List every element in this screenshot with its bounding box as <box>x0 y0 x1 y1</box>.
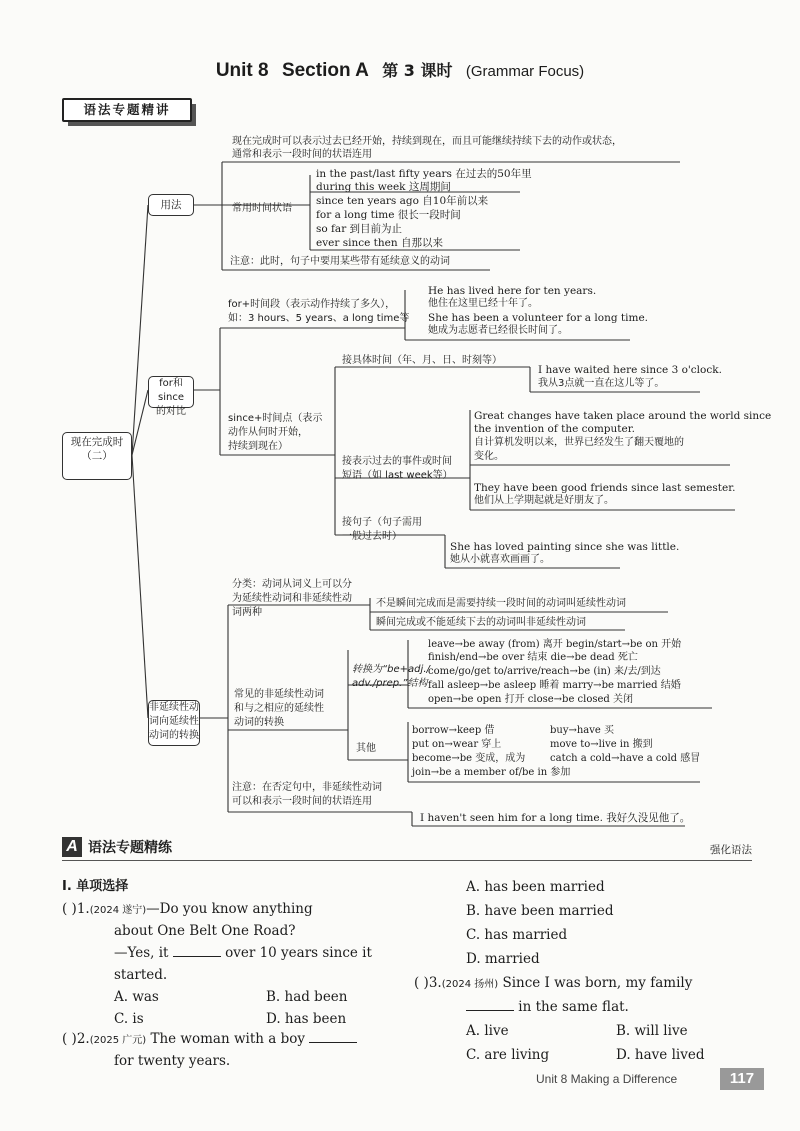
usage-note: 注意：此时，句子中要用某些带有延续意义的动词 <box>230 256 450 267</box>
q1-number: 1. <box>76 901 90 917</box>
answer-blank[interactable] <box>466 996 514 1011</box>
usage-node <box>148 194 194 216</box>
adverbial-item: ever since then 自那以来 <box>316 237 443 249</box>
verbs-label-1: 非延续性动 <box>149 702 199 713</box>
verbs-note-2: 可以和表示一段时间的状语连用 <box>232 796 372 807</box>
verbs-note-example: I haven't seen him for a long time. 我好久没见他了。 <box>420 812 691 824</box>
other-example: buy→have 买 <box>550 725 615 736</box>
q2-line: for twenty years. <box>114 1053 231 1069</box>
q3-number: 3. <box>428 975 442 991</box>
q3-option[interactable]: B. will live <box>616 1023 688 1039</box>
q1-line-a: —Yes, it <box>114 945 169 961</box>
answer-paren[interactable]: ( ) <box>414 975 429 991</box>
practice-title: 语法专题精练 <box>88 840 172 856</box>
conv-desc-1: 常见的非延续性动词 <box>234 689 324 700</box>
answer-paren[interactable]: ( ) <box>62 1031 77 1047</box>
q1-line: started. <box>114 967 168 983</box>
title-section: Section A <box>281 60 369 81</box>
be-label-2: adv./prep.”结构 <box>352 678 428 689</box>
q2-option[interactable]: C. has married <box>466 927 568 943</box>
page-number: 117 <box>720 1068 764 1090</box>
adverbial-item: for a long time 很长一段时间 <box>316 209 461 221</box>
q1-option[interactable]: C. is <box>114 1011 144 1027</box>
since-b2-example: They have been good friends since last semester. <box>474 482 736 494</box>
since-b1-example: 我从3点就一直在这儿等了。 <box>538 378 665 389</box>
q2-source: (2025 广元) <box>89 1035 147 1046</box>
for-example: 她成为志愿者已经很长时间了。 <box>428 325 568 336</box>
other-example: put on→wear 穿上 <box>412 739 502 750</box>
footer-unit: Unit 8 Making a Difference <box>536 1072 678 1086</box>
verbs-class-3: 词两种 <box>232 607 262 618</box>
section-badge: 语法专题精讲 <box>62 98 192 122</box>
for-example: She has been a volunteer for a long time. <box>428 312 648 324</box>
q1-option[interactable]: B. had been <box>266 989 348 1005</box>
other-example: become→be 变成，成为 <box>412 753 526 764</box>
since-b3-example: 她从小就喜欢画画了。 <box>450 554 550 565</box>
q3-option[interactable]: D. have lived <box>616 1047 705 1063</box>
q1-line: about One Belt One Road? <box>114 923 296 939</box>
q1-line-b: over 10 years since it <box>225 945 372 961</box>
root-node <box>62 432 132 480</box>
part-heading: Ⅰ. 单项选择 <box>62 879 129 894</box>
q2-option[interactable]: A. has been married <box>466 879 605 895</box>
q3-line: Since I was born, my family <box>502 975 693 991</box>
practice-tag: 强化语法 <box>710 844 752 856</box>
be-label-1: 转换为“be+adj./ <box>352 664 430 675</box>
verbs-label-3: 动词的转换 <box>149 730 199 741</box>
root-label: 现在完成时（二） <box>70 436 124 462</box>
conv-desc-2: 和与之相应的延续性 <box>234 703 324 714</box>
q1-line: —Do you know anything <box>146 901 313 917</box>
since-b3-label-2: 一般过去时） <box>342 531 402 542</box>
since-b2-example: 自计算机发明以来，世界已经发生了翻天覆地的 <box>474 437 684 448</box>
q2-line: The woman with a boy <box>150 1031 305 1047</box>
q3-option[interactable]: C. are living <box>466 1047 550 1063</box>
other-example: borrow→keep 借 <box>412 725 495 736</box>
be-example: come/go/get to/arrive/reach→be (in) 来/去/到达 <box>428 666 661 677</box>
q1-option[interactable]: D. has been <box>266 1011 347 1027</box>
adverbial-label: 常用时间状语 <box>232 203 292 214</box>
answer-blank[interactable] <box>173 942 221 957</box>
q2-option[interactable]: B. have been married <box>466 903 614 919</box>
non-durative-def: 瞬间完成或不能延续下去的动词叫非延续性动词 <box>376 617 586 628</box>
verbs-class-1: 分类：动词从词义上可以分 <box>232 579 352 590</box>
practice-letter: A <box>62 837 82 857</box>
practice-header <box>62 836 752 861</box>
verbs-node <box>148 700 200 746</box>
q3-source: (2024 扬州) <box>441 979 499 990</box>
other-example: join→be a member of/be in 参加 <box>412 767 571 778</box>
q3-line <box>466 996 629 1018</box>
since-b3-label-1: 接句子（句子需用 <box>342 517 422 528</box>
adverbial-item: in the past/last fifty years 在过去的50年里 <box>316 168 532 180</box>
adverbial-item: since ten years ago 自10年前以来 <box>316 195 489 207</box>
durative-def: 不是瞬间完成而是需要持续一段时间的动词叫延续性动词 <box>376 598 626 609</box>
q3-option[interactable]: A. live <box>466 1023 509 1039</box>
for-example: 他住在这里已经十年了。 <box>428 298 538 309</box>
verbs-class-2: 为延续性动词和非延续性动 <box>232 593 352 604</box>
for-desc-1: for+时间段（表示动作持续了多久）， <box>228 299 396 310</box>
usage-definition-1: 现在完成时可以表示过去已经开始，持续到现在，而且可能继续持续下去的动作或状态， <box>232 136 622 147</box>
title-lesson: 第 3 课时 <box>382 61 453 80</box>
question-2 <box>62 1028 357 1052</box>
q1-option[interactable]: A. was <box>114 989 159 1005</box>
q1-source: (2024 遂宁) <box>89 905 147 916</box>
be-example: leave→be away (from) 离开 begin/start→be on 开始 <box>428 639 682 650</box>
usage-definition-2: 通常和表示一段时间的状语连用 <box>232 149 372 160</box>
q2-option[interactable]: D. married <box>466 951 540 967</box>
since-b1-example: I have waited here since 3 o'clock. <box>538 364 722 376</box>
q1-line <box>114 942 372 964</box>
title-focus: (Grammar Focus) <box>465 63 585 80</box>
usage-label: 用法 <box>160 199 182 211</box>
since-b2-example: Great changes have taken place around the world since <box>474 410 772 422</box>
be-example: open→be open 打开 close→be closed 关闭 <box>428 694 633 705</box>
since-b2-label-1: 接表示过去的事件或时间 <box>342 456 452 467</box>
since-desc-1: since+时间点（表示 <box>228 413 323 424</box>
other-example: catch a cold→have a cold 感冒 <box>550 753 701 764</box>
question-1 <box>62 898 313 922</box>
for-example: He has lived here for ten years. <box>428 285 597 297</box>
since-b2-example: 他们从上学期起就是好朋友了。 <box>474 495 614 506</box>
for-desc-2: 如：3 hours、5 years、a long time等 <box>228 313 410 324</box>
since-b2-label-2: 短语（如 last week等） <box>342 470 453 481</box>
title-unit: Unit 8 <box>215 60 269 81</box>
answer-blank[interactable] <box>309 1028 357 1043</box>
since-b3-example: She has loved painting since she was little. <box>450 541 680 553</box>
verbs-note-1: 注意：在否定句中，非延续性动词 <box>232 782 382 793</box>
since-b2-example: the invention of the computer. <box>474 423 635 435</box>
q3-line-text: in the same flat. <box>518 999 629 1015</box>
conv-desc-3: 动词的转换 <box>234 717 284 728</box>
since-b2-example: 变化。 <box>474 451 504 462</box>
since-desc-2: 动作从何时开始， <box>228 427 308 438</box>
be-example: fall asleep→be asleep 睡着 marry→be married 结婚 <box>428 680 681 691</box>
adverbial-item: so far 到目前为止 <box>316 223 403 235</box>
for-since-label-2: 的对比 <box>156 406 186 417</box>
since-b1-label: 接具体时间（年、月、日、时刻等） <box>342 355 502 366</box>
for-since-label-1: for和since <box>158 378 184 403</box>
verbs-label-2: 词向延续性 <box>149 716 199 727</box>
since-desc-3: 持续到现在） <box>228 441 288 452</box>
q2-number: 2. <box>76 1031 90 1047</box>
other-example: move to→live in 搬到 <box>550 739 653 750</box>
other-label: 其他 <box>356 743 376 754</box>
adverbial-item: during this week 这周期间 <box>316 181 451 193</box>
be-example: finish/end→be over 结束 die→be dead 死亡 <box>428 652 638 663</box>
answer-paren[interactable]: ( ) <box>62 901 77 917</box>
question-3 <box>414 972 692 996</box>
for-since-node <box>148 376 194 417</box>
